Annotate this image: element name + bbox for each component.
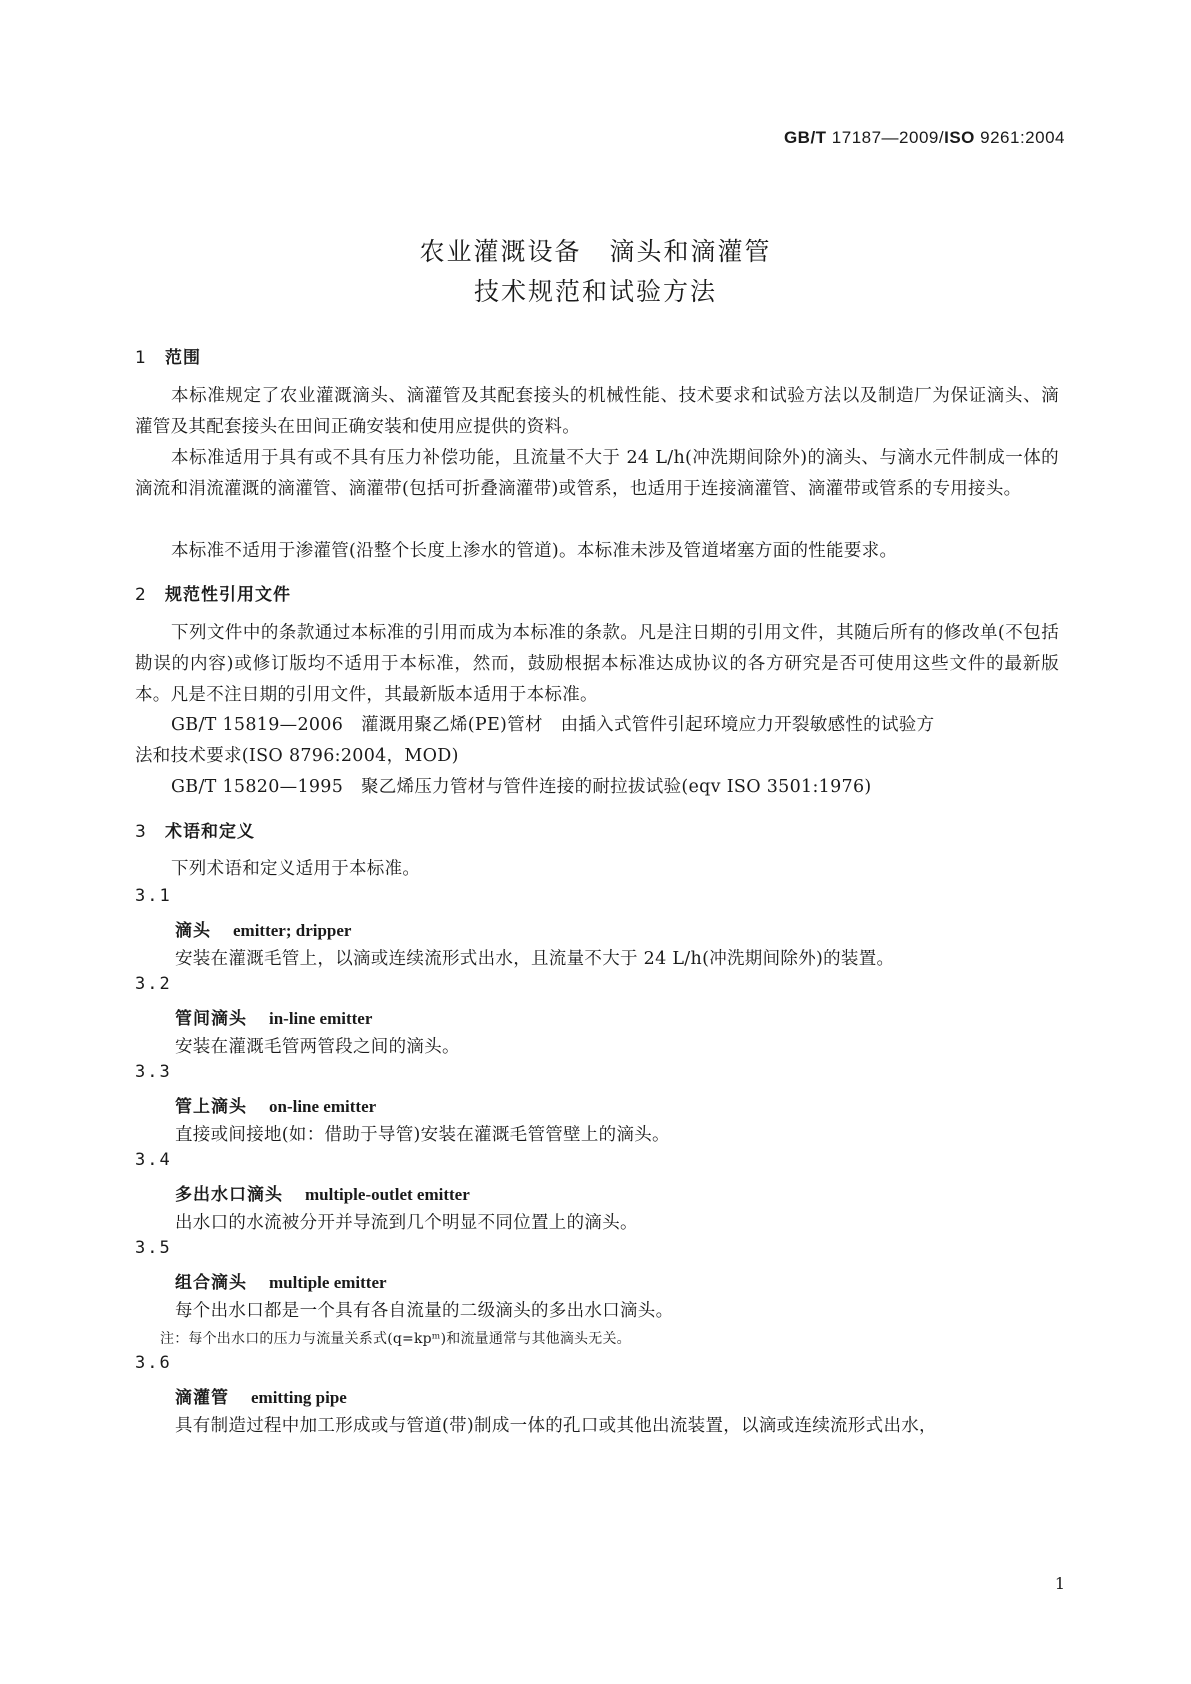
section-1-heading: 1 范围 <box>135 348 201 368</box>
clause-number: 3.6 <box>135 1353 172 1373</box>
standard-code: GB/T 17187—2009/ISO 9261:2004 <box>783 128 1065 147</box>
document-title-line2: 技术规范和试验方法 <box>473 277 717 306</box>
clause-number: 3.1 <box>135 886 172 906</box>
term-definition: 具有制造过程中加工形成或与管道(带)制成一体的孔口或其他出流装置，以滴或连续流形式出水， <box>175 1416 937 1436</box>
term-definition: 出水口的水流被分开并导流到几个明显不同位置上的滴头。 <box>175 1213 638 1233</box>
term-entry: 滴头 emitter; dripper <box>175 921 352 941</box>
clause-number: 3.3 <box>135 1062 172 1082</box>
reference-2: GB/T 15820—1995 聚乙烯压力管材与管件连接的耐拉拔试验(eqv ISO 3501:1976) <box>171 777 872 797</box>
term-entry: 滴灌管 emitting pipe <box>175 1388 347 1408</box>
clause-number: 3.5 <box>135 1238 172 1258</box>
clause-number: 3.4 <box>135 1150 172 1170</box>
term-note: 注：每个出水口的压力与流量关系式(q=kpᵐ)和流量通常与其他滴头无关。 <box>160 1331 631 1347</box>
document-title-line1: 农业灌溉设备 滴头和滴灌管 <box>419 237 772 266</box>
section-1-paragraph-3: 本标准不适用于渗灌管(沿整个长度上渗水的管道)。本标准未涉及管道堵塞方面的性能要求。 <box>171 541 898 561</box>
term-definition: 直接或间接地(如：借助于导管)安装在灌溉毛管管壁上的滴头。 <box>175 1125 670 1145</box>
term-entry: 多出水口滴头 multiple-outlet emitter <box>175 1185 470 1205</box>
reference-1-line2: 法和技术要求(ISO 8796:2004，MOD) <box>135 746 459 766</box>
section-1-paragraph-2: 本标准适用于具有或不具有压力补偿功能，且流量不大于 24 L/h(冲洗期间除外)的滴头、与滴水元件制成一体的滴流和涓流灌溉的滴灌管、滴灌带(包括可折叠滴灌带)或管系，也适用于连接滴灌管、滴灌带或管系的专用接头。 <box>135 448 1059 499</box>
clause-number: 3.2 <box>135 974 172 994</box>
term-entry: 组合滴头 multiple emitter <box>175 1273 387 1293</box>
section-3-intro: 下列术语和定义适用于本标准。 <box>171 859 421 879</box>
section-3-heading: 3 术语和定义 <box>135 822 255 842</box>
section-2-paragraph-1: 下列文件中的条款通过本标准的引用而成为本标准的条款。凡是注日期的引用文件，其随后所有的修改单(不包括勘误的内容)或修订版均不适用于本标准，然而，鼓励根据本标准达成协议的各方研究是否可使用这些文件的最新版本。凡是不注日期的引用文件，其最新版本适用于本标准。 <box>135 623 1059 705</box>
term-definition: 每个出水口都是一个具有各自流量的二级滴头的多出水口滴头。 <box>175 1301 674 1321</box>
page-number: 1 <box>1054 1574 1065 1593</box>
section-2-heading: 2 规范性引用文件 <box>135 585 291 605</box>
section-1-paragraph-1: 本标准规定了农业灌溉滴头、滴灌管及其配套接头的机械性能、技术要求和试验方法以及制造厂为保证滴头、滴灌管及其配套接头在田间正确安装和使用应提供的资料。 <box>135 386 1059 437</box>
reference-1-line1: GB/T 15819—2006 灌溉用聚乙烯(PE)管材 由插入式管件引起环境应力开裂敏感性的试验方 <box>171 715 935 735</box>
term-entry: 管上滴头 on-line emitter <box>175 1097 377 1117</box>
term-definition: 安装在灌溉毛管两管段之间的滴头。 <box>175 1037 460 1057</box>
term-entry: 管间滴头 in-line emitter <box>175 1009 373 1029</box>
term-definition: 安装在灌溉毛管上，以滴或连续流形式出水，且流量不大于 24 L/h(冲洗期间除外)的装置。 <box>175 949 895 969</box>
